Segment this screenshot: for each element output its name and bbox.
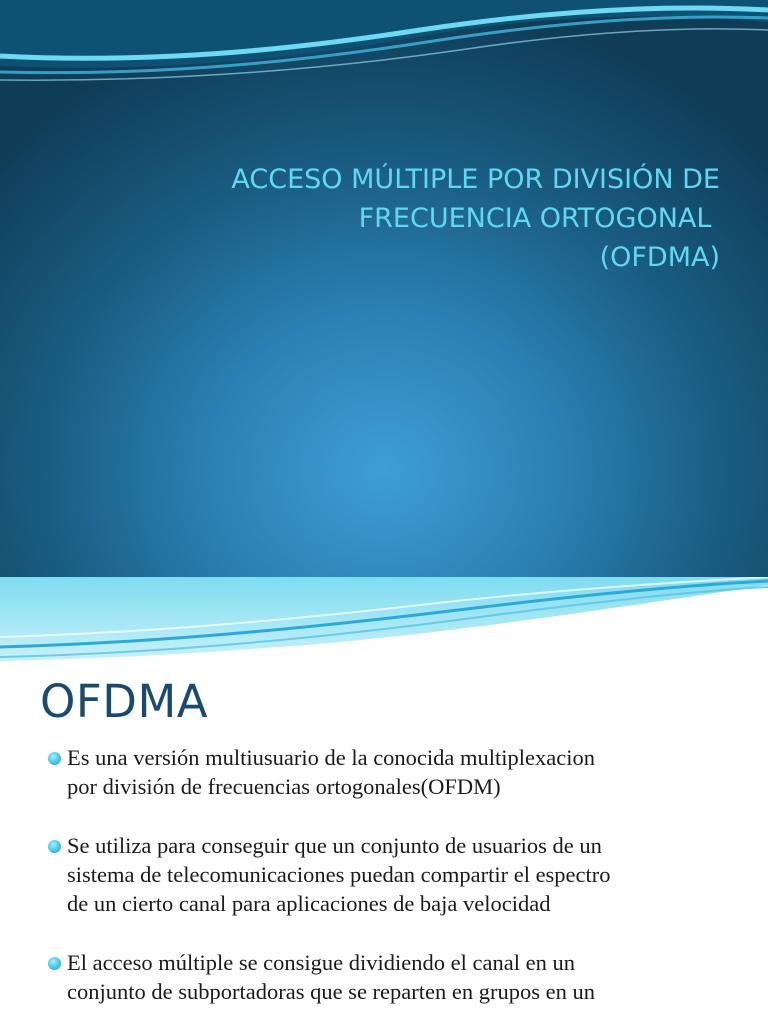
bullet-line: por división de frecuencias ortogonales(OFDM) bbox=[67, 774, 501, 799]
bullet-line: conjunto de subportadoras que se reparten en grupos en un bbox=[67, 979, 595, 1004]
top-wave-decoration bbox=[0, 0, 768, 110]
slide-heading: OFDMA bbox=[40, 675, 209, 728]
bullet-dot-icon bbox=[48, 752, 61, 765]
bullet-line: El acceso múltiple se consigue dividiendo el canal en un bbox=[67, 950, 575, 975]
slide-title-line-3: (OFDMA) bbox=[599, 242, 720, 273]
slide-title-line-1: ACCESO MÚLTIPLE POR DIVISIÓN DE bbox=[231, 164, 720, 195]
bullet-item bbox=[48, 831, 748, 918]
top-wave-decoration bbox=[0, 577, 768, 667]
content-slide bbox=[0, 577, 768, 1024]
bullet-dot-icon bbox=[48, 957, 61, 970]
bullet-item bbox=[48, 948, 748, 1006]
bullet-item bbox=[48, 743, 748, 801]
bullet-list bbox=[48, 743, 748, 1024]
bullet-line: sistema de telecomunicaciones puedan compartir el espectro bbox=[67, 862, 611, 887]
slide-title bbox=[120, 160, 720, 277]
slide-title-line-2: FRECUENCIA ORTOGONAL bbox=[358, 203, 720, 234]
bullet-line: Se utiliza para conseguir que un conjunto de usuarios de un bbox=[67, 833, 602, 858]
bullet-line: Es una versión multiusuario de la conocida multiplexacion bbox=[67, 745, 595, 770]
bullet-dot-icon bbox=[48, 840, 61, 853]
bullet-line: de un cierto canal para aplicaciones de baja velocidad bbox=[67, 891, 551, 916]
